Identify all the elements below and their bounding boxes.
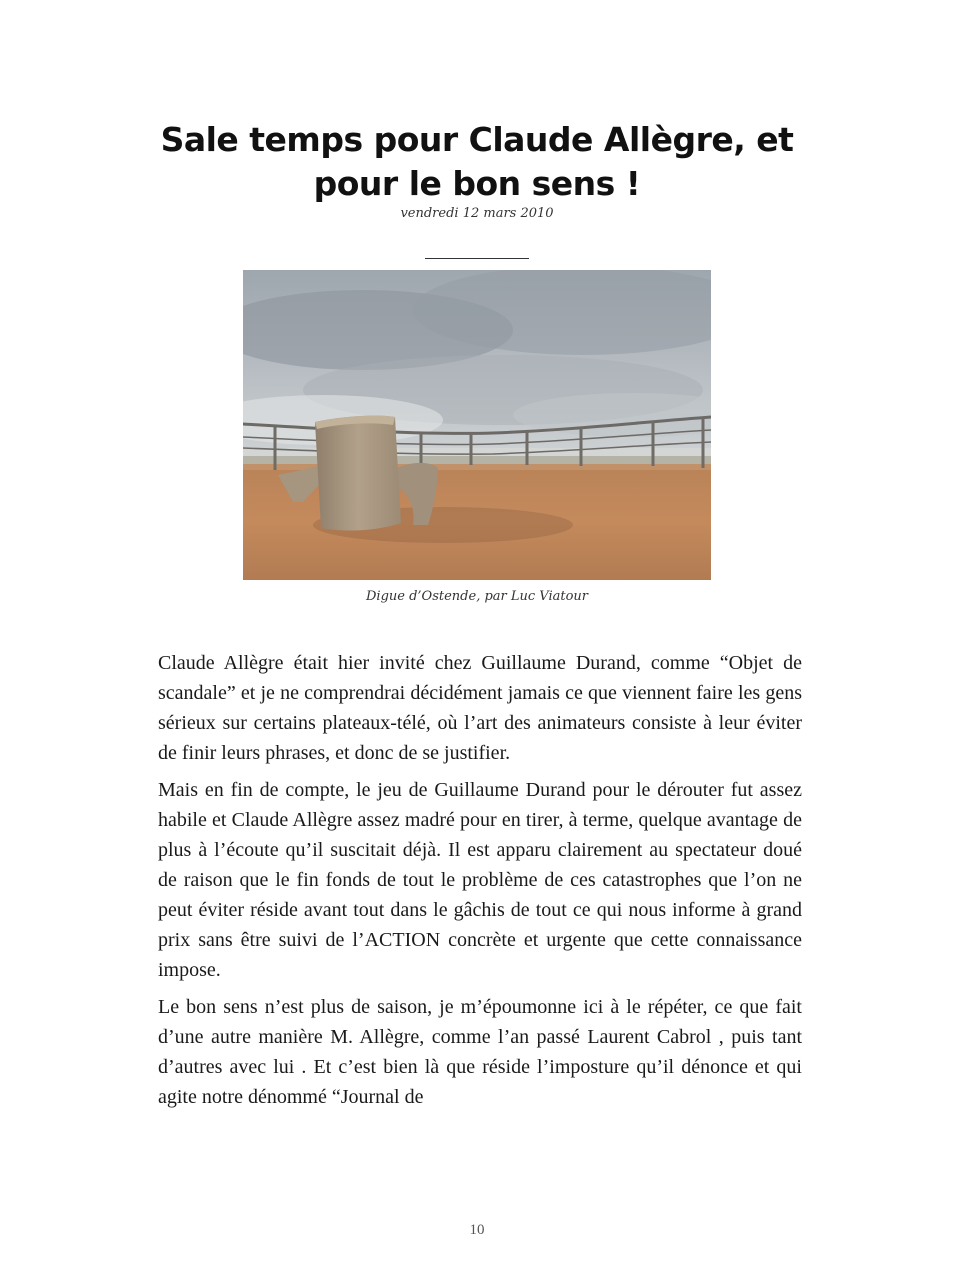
article-photo <box>243 270 711 580</box>
paragraph: Mais en fin de compte, le jeu de Guillaume Durand pour le dérouter fut assez habile et Claude Allègre assez madré pour en tirer, à terme, quelque avantage de plus à l’écoute qu’il suscitait déjà. Il est apparu clairement au spectateur doué de raison que le fin fonds de tout le problème de ces catastrophes que l’on ne peut éviter réside avant tout dans le gâchis de tout ce qui nous informe à grand prix sans être suivi de l’ACTION concrète et urgente que cette connaissance impose. <box>158 779 802 981</box>
paragraph: Le bon sens n’est plus de saison, je m’époumonne ici à le répéter, ce que fait d’une autre manière M. Allègre, comme l’an passé Laurent Cabrol , puis tant d’autres avec lui . Et c’est bien là que réside l’imposture qu’il dénonce et qui agite notre dénommé “Journal de <box>158 996 802 1108</box>
page-number: 10 <box>469 1222 485 1238</box>
article-date: vendredi 12 mars 2010 <box>400 206 554 221</box>
article-title: Sale temps pour Claude Allègre, et pour le bon sens ! <box>160 120 794 203</box>
title-separator <box>425 258 529 259</box>
image-caption: Digue d’Ostende, par Luc Viatour <box>366 589 588 604</box>
paragraph: Claude Allègre était hier invité chez Guillaume Durand, comme “Objet de scandale” et je ne comprendrai décidément jamais ce que viennent faire les gens sérieux sur certains plateaux-télé, où l’art des animateurs consiste à leur éviter de finir leurs phrases, et donc de se justifier. <box>158 652 802 764</box>
article-body <box>158 648 802 1119</box>
